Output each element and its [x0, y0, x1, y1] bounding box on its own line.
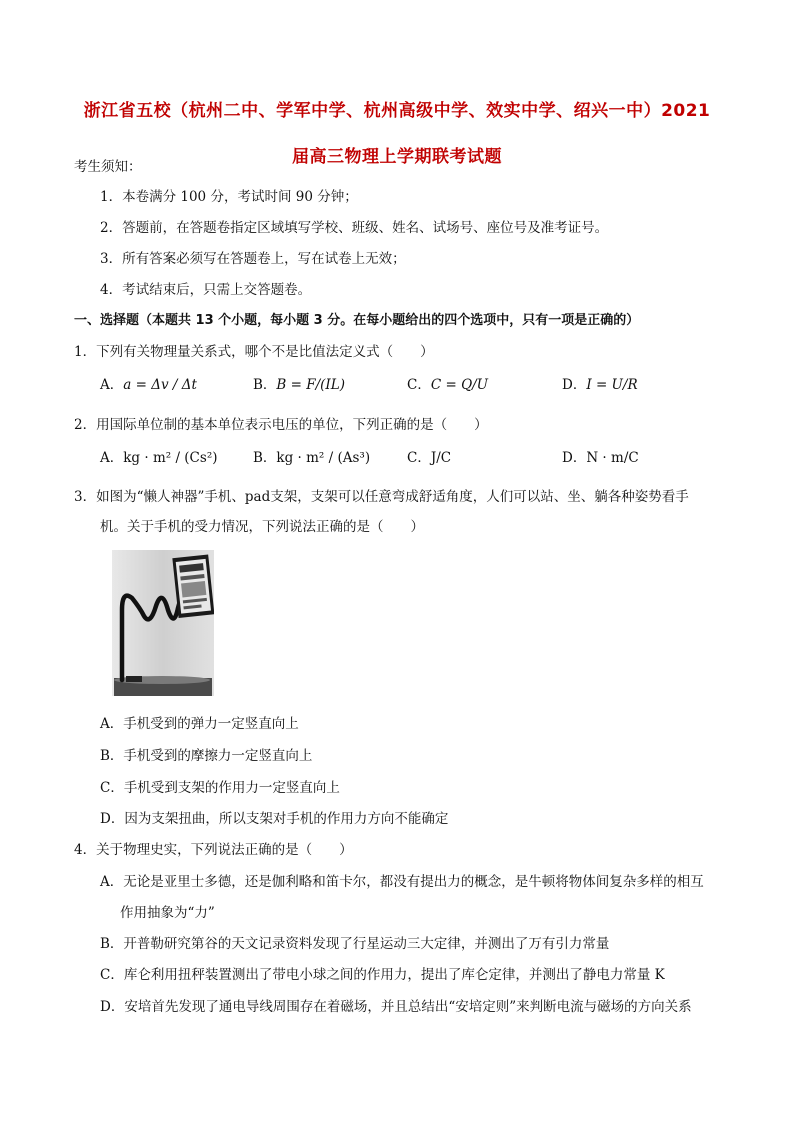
q2-stem: 2．用国际单位制的基本单位表示电压的单位，下列正确的是（ ）	[74, 417, 488, 433]
q2-option-a-label: A．	[100, 450, 124, 466]
q4-option-c: C．库仑利用扭秤装置测出了带电小球之间的作用力，提出了库仑定律，并测出了静电力常量 K	[100, 967, 665, 983]
q1-option-b-formula: B = F/(IL)	[276, 377, 345, 393]
q2-option-b-formula: kg · m² / (As³)	[276, 450, 371, 466]
q2-option-b-label: B．	[253, 450, 277, 466]
q2-option-c-label: C．	[407, 450, 431, 466]
q2-option-a	[100, 446, 218, 466]
q2-option-d-label: D．	[562, 450, 587, 466]
q3-option-a: A．手机受到的弹力一定竖直向上	[100, 716, 299, 732]
notice-item-2: 2．答题前，在答题卷指定区域填写学校、班级、姓名、试场号、座位号及准考证号。	[100, 220, 609, 236]
q2-option-a-formula: kg · m² / (Cs²)	[123, 450, 218, 466]
q2-option-c-formula: J/C	[430, 450, 452, 466]
q1-option-c	[407, 373, 488, 393]
q1-option-a-label: A．	[100, 377, 124, 393]
q1-option-b	[253, 373, 345, 393]
q1-option-c-label: C．	[407, 377, 431, 393]
notice-item-3: 3．所有答案必须写在答题卷上，写在试卷上无效；	[100, 251, 406, 267]
title-line-1: 浙江省五校（杭州二中、学军中学、杭州高级中学、效实中学、绍兴一中）2021	[83, 101, 711, 121]
q4-stem: 4．关于物理史实，下列说法正确的是（ ）	[74, 842, 353, 858]
notice-item-1: 1．本卷满分 100 分，考试时间 90 分钟；	[100, 189, 358, 205]
q1-option-a	[100, 373, 197, 393]
q3-stem-line-2: 机。关于手机的受力情况，下列说法正确的是（ ）	[100, 519, 424, 535]
q1-option-c-formula: C = Q/U	[430, 377, 489, 393]
q4-option-a-continued: 作用抽象为“力”	[120, 905, 215, 921]
q2-option-d	[562, 446, 639, 466]
q3-option-b: B．手机受到的摩擦力一定竖直向上	[100, 748, 313, 764]
q1-option-d-formula: I = U/R	[586, 377, 638, 393]
q2-option-c	[407, 446, 451, 466]
title-line-2: 届高三物理上学期联考试题	[292, 147, 502, 167]
q1-option-d	[562, 373, 638, 393]
q3-option-d: D．因为支架扭曲，所以支架对手机的作用力方向不能确定	[100, 811, 449, 827]
q3-option-c: C．手机受到支架的作用力一定竖直向上	[100, 780, 340, 796]
section-1-heading: 一、选择题（本题共 13 个小题，每小题 3 分。在每小题给出的四个选项中，只有一项是正确的）	[74, 313, 640, 328]
q4-option-d: D．安培首先发现了通电导线周围存在着磁场，并且总结出“安培定则”来判断电流与磁场的方向关系	[100, 999, 692, 1015]
q4-option-b: B．开普勒研究第谷的天文记录资料发现了行星运动三大定律，并测出了万有引力常量	[100, 936, 610, 952]
phone-stand-photo	[112, 550, 214, 696]
notice-item-4: 4．考试结束后，只需上交答题卷。	[100, 282, 312, 298]
q1-option-a-formula: a = Δv / Δt	[123, 377, 197, 393]
q1-option-b-label: B．	[253, 377, 277, 393]
q1-option-d-label: D．	[562, 377, 587, 393]
q2-option-b	[253, 446, 370, 466]
q3-stem-line-1: 3．如图为“懒人神器”手机、pad支架，支架可以任意弯成舒适角度，人们可以站、坐、躺各种姿势看手	[74, 489, 689, 505]
q1-stem: 1．下列有关物理量关系式，哪个不是比值法定义式（ ）	[74, 344, 434, 360]
notice-heading: 考生须知：	[74, 159, 142, 175]
q4-option-a: A．无论是亚里士多德，还是伽利略和笛卡尔，都没有提出力的概念，是牛顿将物体间复杂多样的相互	[100, 874, 704, 890]
q2-option-d-formula: N · m/C	[586, 450, 639, 466]
